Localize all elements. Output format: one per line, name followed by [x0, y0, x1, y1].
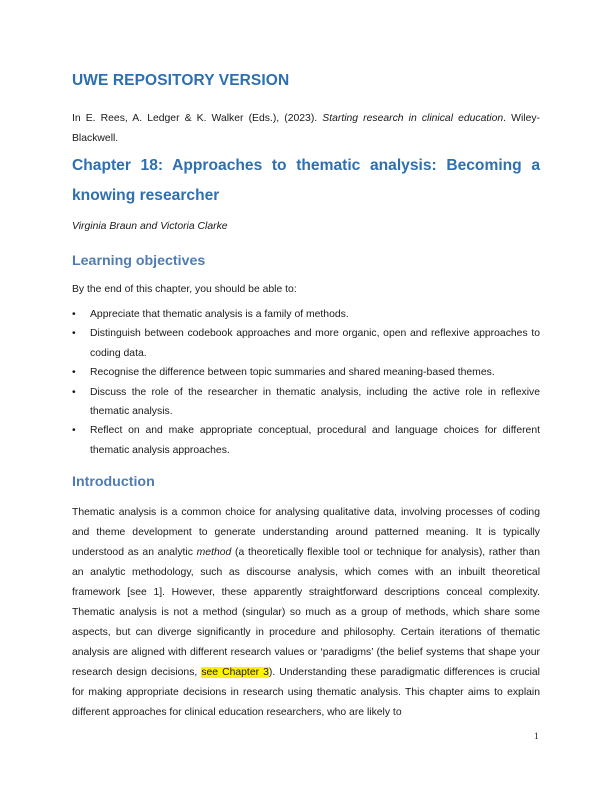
repository-label: UWE REPOSITORY VERSION — [72, 72, 290, 89]
list-item — [72, 363, 540, 382]
introduction-heading: Introduction — [72, 474, 155, 490]
paragraph-text: Thematic analysis is a common choice for analysing qualitative data, involving processes of coding and theme development to generate understanding around patterned meaning. It is typically understood as an analytic — [72, 507, 540, 558]
list-item-text: Distinguish between codebook approaches and more organic, open and reflexive approaches to coding data. — [90, 328, 540, 359]
list-item-text: Discuss the role of the researcher in thematic analysis, including the active role in reflexive thematic analysis. — [90, 386, 540, 418]
bullet-icon: • — [72, 425, 76, 437]
learning-objectives-lead: By the end of this chapter, you should be able to: — [72, 284, 297, 295]
emphasis-text: method — [196, 547, 232, 558]
citation-pre: In E. Rees, A. Ledger & K. Walker (Eds.), (2023). — [72, 113, 323, 124]
learning-objectives-heading: Learning objectives — [72, 253, 206, 269]
list-item-text: Recognise the difference between topic summaries and shared meaning-based themes. — [90, 367, 495, 379]
list-item — [72, 305, 540, 324]
citation-post: . Wiley-Blackwell. — [72, 113, 540, 144]
list-item — [72, 324, 540, 363]
bullet-icon: • — [72, 386, 76, 398]
bullet-icon: • — [72, 328, 76, 340]
list-item — [72, 383, 540, 422]
citation-book-title: Starting research in clinical education — [322, 113, 504, 124]
citation — [72, 109, 540, 149]
introduction-paragraph — [72, 503, 540, 723]
list-item — [72, 421, 540, 460]
list-item-text: Appreciate that thematic analysis is a family of methods. — [90, 309, 349, 320]
paragraph-text: ). Understanding these paradigmatic differences is crucial for making appropriate decisions in research using thematic analysis. This chapter aims to explain different approaches for clinical education researchers, who are likely to — [72, 667, 540, 718]
list-item-text: Reflect on and make appropriate conceptual, procedural and language choices for different thematic analysis approaches. — [90, 425, 540, 456]
learning-objectives-list — [72, 305, 540, 460]
paragraph-text: (a theoretically flexible tool or technique for analysis), rather than an analytic methodology, such as discourse analysis, which comes with an inbuilt theoretical framework [see 1]. However, these apparently straightforward descriptions conceal complexity. Thematic analysis is not a method (singular) so much as a group of methods, which share some aspects, but can diverge significantly in procedure and philosophy. Certain iterations of thematic analysis are aligned with different research values or ‘paradigms’ (the belief systems that shape your research design decisions, — [72, 547, 540, 678]
authors: Virginia Braun and Victoria Clarke — [72, 221, 228, 232]
highlighted-chapter-reference[interactable]: see Chapter 3 — [201, 667, 269, 678]
bullet-icon: • — [72, 367, 76, 379]
page-number: 1 — [534, 732, 539, 742]
chapter-title: Chapter 18: Approaches to thematic analysis: Becoming a knowing researcher — [72, 157, 540, 204]
bullet-icon: • — [72, 309, 76, 320]
